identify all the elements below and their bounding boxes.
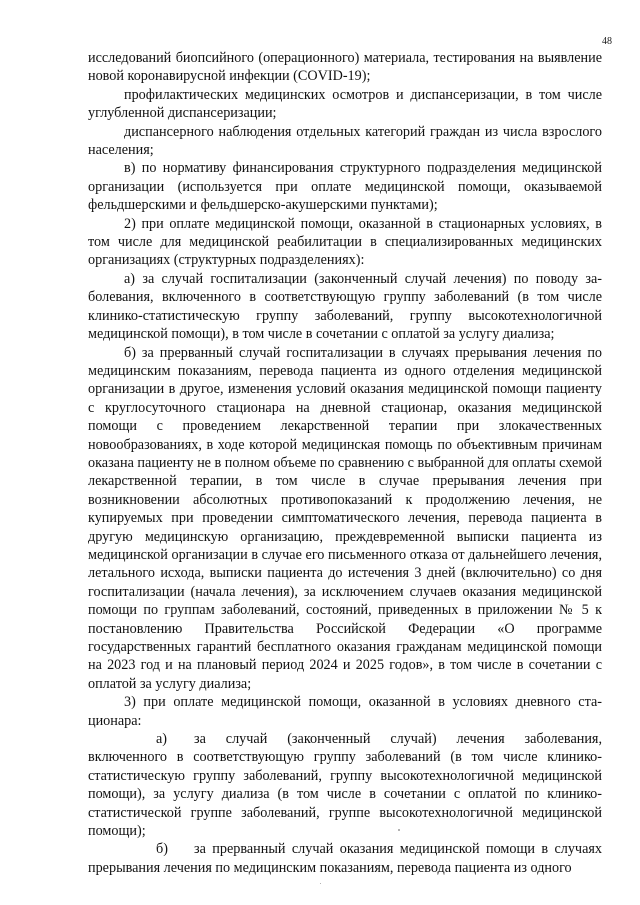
paragraph-preventive-exams: профилактических медицинских осмотров и диспансеризации, в том числе углубленной диспансеризации; — [88, 86, 602, 122]
page-number: 48 — [602, 36, 612, 47]
paragraph-continuation: исследований биопсийного (операционного) материала, тестирования на выявление новой коронавирусной инфекции (COVID-19); — [88, 50, 602, 85]
paragraph-item-a-hospitalization: а) за случай госпитализации (законченный случай лечения) по поводу заболевания, включенного в соответствующую группу заболеваний (в том числе клинико-статистическую группу заболеваний, группу высокотехнологичной медицинской помощи), в том числе в сочетании с оплатой за услугу диализа; — [88, 270, 602, 343]
document-body — [88, 49, 602, 877]
list-marker-b: б) — [156, 841, 168, 858]
paragraph-item-a-text: за случай (законченный случай) лечения заболевания, включенного в соответствующую группу заболеваний (в том числе клинико-статистическую группу заболеваний, группу высокотехнологичной медицинской помощи), за услугу диализа (в том числе в сочетании с оплатой по клинико-статистической группе заболеваний, группе высокотехнологичной медицинской помощи); — [88, 731, 602, 840]
scan-speck — [320, 883, 321, 884]
paragraph-item-b-interrupted-case: б) за прерванный случай госпитализации в случаях прерывания лечения по медицинским показаниям, перевода пациента из одного отделения медицинской организации в другое, изменения условий оказания медицинской помощи пациенту с круглосуточного стационара на дневной стационар, оказания медицинской помощи с проведением лекарственной терапии при злокачественных новообразованиях, в ходе которой медицинская помощь по объективным причинам оказана пациенту не в полном объеме по сравнению с выбранной для оплаты схемой лекарственной терапии, в том числе в случае прерывания лечения при возникновении абсолютных противопоказаний к продолжению лечения, не купируемых при проведении симптоматического лечения, перевода пациента в другую медицинскую организацию, преждевременной выписки пациента из медицинской организации в случае его письменного отказа от дальнейшего лечения, летального исхода, выписки пациента до истечения 3 дней (включительно) со дня госпитализации (начала лечения), за исключением случаев оказания медицинской помощи по группам заболеваний, состояний, приведенных в приложении № 5 к постановлению Правительства Российской Федерации «О программе государственных гарантий бесплатного оказания гражданам медицинской помощи на 2023 год и на плановый период 2024 и 2025 годов», в том числе в сочетании с оплатой за услугу диализа; — [88, 344, 602, 692]
list-marker-a: а) — [156, 731, 168, 748]
paragraph-item-3-day-hospital: 3) при оплате медицинской помощи, оказанной в условиях дневного стационара: — [88, 694, 602, 729]
paragraph-item-b-day-hospital-interrupted — [88, 840, 602, 877]
paragraph-dispensary-observation: диспансерного наблюдения отдельных категорий граждан из числа взрослого населения; — [88, 123, 602, 159]
scan-speck — [398, 829, 400, 831]
paragraph-item-a-day-hospital-case — [88, 730, 602, 840]
paragraph-item-2-inpatient: 2) при оплате медицинской помощи, оказанной в стационарных условиях, в том числе для медицинской реабилитации в специализированных медицинских организациях (структурных подразделениях): — [88, 215, 602, 269]
paragraph-item-v-funding-norm: в) по нормативу финансирования структурного подразделения медицинской организации (используется при оплате медицинской помощи, оказываемой фельдшерскими и фельдшерско-акушерскими пунктами); — [88, 160, 602, 214]
paragraph-item-b-text: за прерванный случай оказания медицинской помощи в случаях прерывания лечения по медицинским показаниям, перевода пациента из одного — [88, 841, 602, 876]
